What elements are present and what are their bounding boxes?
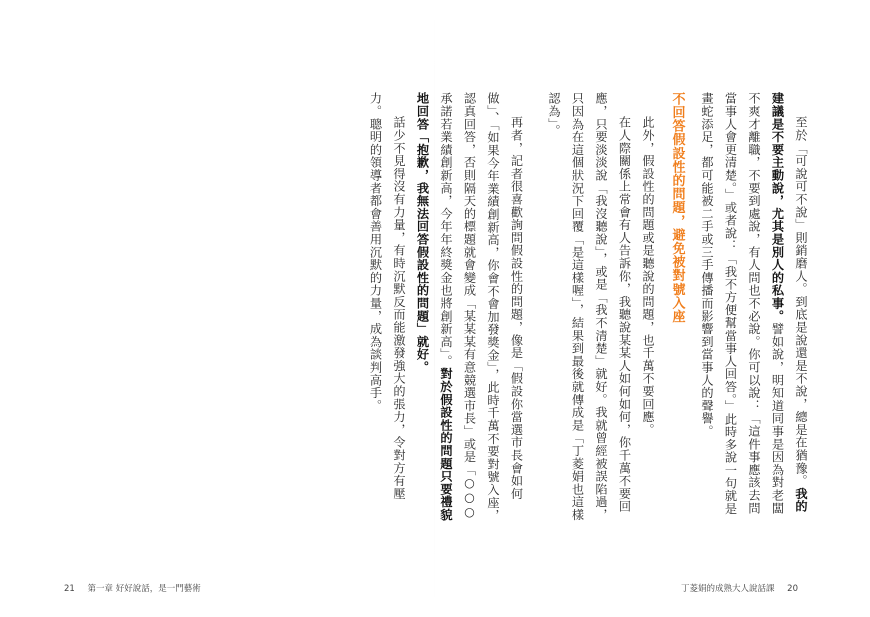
body-text xyxy=(252,92,812,522)
paragraph-3: 在人際關係上常會有人告訴你，我聽說某某人如何如何，你千萬不要回應，只要淡淡說「我沒聽說」，或是「我不清楚」就好。我就曾經被誤陷過，只因為在這個狀況下回覆「是這樣喔」，結果到最後就傳成是「丁菱娟也這樣認為」。 xyxy=(547,92,632,522)
paragraph-5: 話少不見得沒有力量，有時沉默反而能激發強大的張力，令對方有壓力。聰明的領導者都會善用沉默的力量，成為談判高手。 xyxy=(368,92,406,501)
section-heading: 不回答假設性的問題，避免被對號入座 xyxy=(669,92,685,324)
paragraph-4-emphasis: 對於假設性的問題只要禮貌地回答「抱歉，我無法回答假設性的問題」就好。 xyxy=(415,92,453,522)
paragraph-4 xyxy=(410,92,528,522)
book-title: 丁菱娟的成熟大人說話課 xyxy=(680,584,775,594)
paragraph-2: 此外，假設性的問題或是聽說的問題，也千萬不要回應。 xyxy=(641,116,655,437)
left-page-footer xyxy=(64,582,211,594)
right-page-footer xyxy=(671,582,798,594)
paragraph-1-text-a: 至於「可說可不說」則銷磨人。到底是說還是不說，總是在猶豫。 xyxy=(794,116,808,488)
chapter-title: 第一章 好好說話，是一門藝術 xyxy=(87,584,201,594)
paragraph-4-text: 再者，記者很喜歡詢問假設性的問題，像是「假設你當選市長會如何做」、「如果今年業績創新高，你會不會加發獎金」，此時千萬不要對號入座，認真回答，否則隔天的標題就會變成「某某某有意競選市長」或是「○○○承諾若業績創新高，今年年終獎金也將創新高」。 xyxy=(439,92,524,522)
left-page-number: 21 xyxy=(64,584,75,594)
right-page-number: 20 xyxy=(787,584,798,594)
paragraph-1-emphasis: 我的建議是不要主動說，尤其是別人的私事。 xyxy=(770,92,808,514)
paragraph-1 xyxy=(695,92,813,522)
paragraph-1-text-b: 譬如說，明知道同事是因為對老闆不爽才離職，不要到處說，有人問也不必說。你可以說：「這件事應該去問當事人會更清楚。」或者說：「我不方便幫當事人回答。」此時多說一句就是畫蛇添足，都可能被二手或三手傳播而影響到當事人的聲譽。 xyxy=(700,92,785,515)
